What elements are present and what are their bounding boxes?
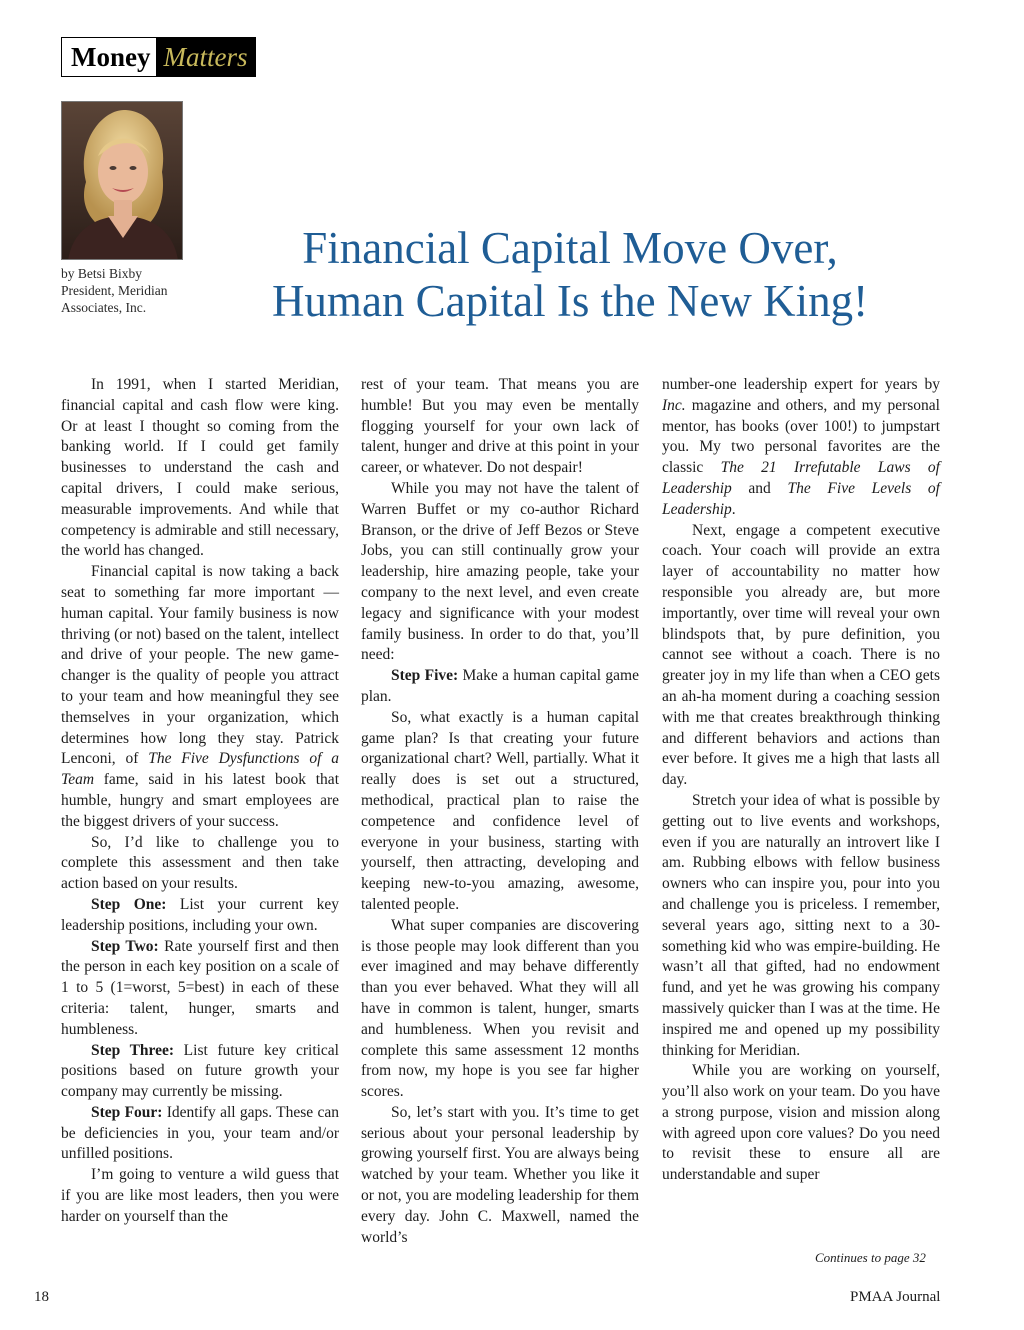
paragraph: Stretch your idea of what is possible by getting out to live events and workshops, even if you are naturally an introvert like I am. Rubbing elbows with fellow business owners who can inspire you, pour into you and challenge you is priceless. I remember, several years ago, sitting next to a 30-something kid who was empire-building. He wasn’t all that gifted, had no endowment fund, and yet he was growing his company massively quicker than I was at the time. He inspired me and opened up my possibility thinking for Meridian. bbox=[662, 791, 940, 1059]
step-heading: Step Two: bbox=[91, 937, 159, 955]
article-column-3 bbox=[662, 375, 940, 1186]
paragraph: rest of your team. That means you are humble! But you may even be mentally flogging yourself for your own lack of talent, hunger and drive at this point in your career, or whatever. Do not despair! bbox=[361, 376, 639, 477]
byline-company: Associates, Inc. bbox=[61, 300, 147, 315]
section-header-matters: Matters bbox=[156, 38, 255, 76]
section-header bbox=[61, 37, 256, 77]
step-heading: Step Three: bbox=[91, 1041, 175, 1059]
step-heading: Step One: bbox=[91, 895, 167, 913]
paragraph: Next, engage a competent executive coach. Your coach will provide an extra layer of accountability no matter how responsible you already are, but more importantly, over time will reveal your own blindspots that, by pure definition, you cannot see without a coach. There is no greater joy in my life than when a CEO gets an ah-ha moment during a coaching session with me that creates breakthrough thinking and different behaviors and actions than ever before. It gives me a high that lasts all day. bbox=[662, 521, 940, 789]
paragraph: What super companies are discovering is those people may look different than you ever imagined and may behave differently than you ever behaved. What they will all have in common is talent, hunger, smarts and humbleness. When you revisit and complete this same assessment 12 months from now, my hope is you see far higher scores. bbox=[361, 916, 639, 1101]
paragraph: So, I’d like to challenge you to complete this assessment and then take action based on your results. bbox=[61, 833, 339, 893]
article-title-line-2: Human Capital Is the New King! bbox=[271, 276, 869, 326]
byline-title: President, Meridian bbox=[61, 283, 168, 298]
author-photo bbox=[61, 101, 183, 260]
paragraph: I’m going to venture a wild guess that if you are like most leaders, then you were harder on yourself than the bbox=[61, 1166, 339, 1225]
step-heading: Step Five: bbox=[391, 667, 459, 685]
book-title: The 21 Irrefutable Laws of Leadership bbox=[662, 459, 940, 497]
step-one: Step One: List your current key leadership positions, including your own. bbox=[61, 895, 340, 934]
step-heading: Step Four: bbox=[91, 1103, 163, 1121]
page-number: 18 bbox=[34, 1289, 49, 1305]
article-column-2 bbox=[361, 375, 639, 1248]
paragraph: While you are working on yourself, you’ll also work on your team. Do you have a strong purpose, vision and mission along with agreed upon core values? Do you need to revisit these to ensure all are understandable and super bbox=[662, 1062, 940, 1184]
author-portrait-image bbox=[62, 102, 183, 260]
step-five: Step Five: Make a human capital game plan. bbox=[361, 667, 639, 705]
paragraph: number-one leadership expert for years by Inc. magazine and others, and my personal mentor, has books (over 100!) to jumpstart you. My two personal favorites are the classic The 21 Irrefutable Laws of Leadership and The Five Levels of Leadership. bbox=[662, 376, 940, 518]
step-two: Step Two: Rate yourself first and then the person in each key position on a scale of 1 to 5 (1=worst, 5=best) in each of these criteria: talent, hunger, smarts and humbleness. bbox=[61, 937, 340, 1038]
magazine-title: Inc. bbox=[662, 396, 686, 414]
article-column-1 bbox=[61, 375, 339, 1228]
book-title: The Five Levels of Leadership bbox=[662, 479, 940, 518]
paragraph: In 1991, when I started Meridian, financial capital and cash flow were king. Or at least I thought so coming from the banking world. If I could get family businesses to understand the cash and capital drivers, I could make serious, measurable improvements. And while that competency is admirable and still necessary, the world has changed. bbox=[61, 376, 339, 560]
section-header-money: Money bbox=[62, 38, 156, 76]
journal-name: PMAA Journal bbox=[850, 1289, 941, 1305]
step-four: Step Four: Identify all gaps. These can be deficiencies in you, your team and/or unfilled positions. bbox=[61, 1103, 339, 1163]
article-title bbox=[200, 222, 940, 328]
paragraph: Financial capital is now taking a back seat to something far more important — human capital. Your family business is now thriving (or not) based on the talent, intellect and drive of your people. The new game-changer is the quality of people you attract to your team and how meaningful they see themselves in your organization, which determines how long they stay. Patrick Lenconi, of The Five Dysfunctions of a Team fame, said in his latest book that humble, hungry and smart employees are the biggest drivers of your success. bbox=[61, 563, 339, 830]
paragraph: So, what exactly is a human capital game plan? Is that creating your future organizational chart? Well, partially. What it really does is set out a structured, methodical, practical plan to raise the competence and confidence level of everyone in your business, starting with yourself, then attracting, developing and keeping new-to-you amazing, awesome, talented people. bbox=[361, 708, 639, 913]
author-byline bbox=[61, 265, 167, 316]
continued-note: Continues to page 32 bbox=[815, 1250, 926, 1265]
paragraph: While you may not have the talent of Warren Buffet or my co-author Richard Branson, or the drive of Jeff Bezos or Steve Jobs, you can still continually grow your leadership, hire amazing people, take your company to the next level, and even create legacy and significance with your modest family business. In order to do that, you’ll need: bbox=[361, 479, 639, 664]
byline-author: by Betsi Bixby bbox=[61, 266, 143, 281]
book-title: The Five Dysfunctions of a Team bbox=[61, 750, 339, 789]
paragraph: So, let’s start with you. It’s time to get serious about your personal leadership by growing yourself first. You are always being watched by your team. Whether you like it or not, you are modeling leadership for them every day. John C. Maxwell, named the world’s bbox=[361, 1103, 639, 1246]
article-title-line-1: Financial Capital Move Over, bbox=[302, 223, 838, 273]
step-three: Step Three: List future key critical positions based on future growth your company may currently be missing. bbox=[61, 1041, 339, 1101]
